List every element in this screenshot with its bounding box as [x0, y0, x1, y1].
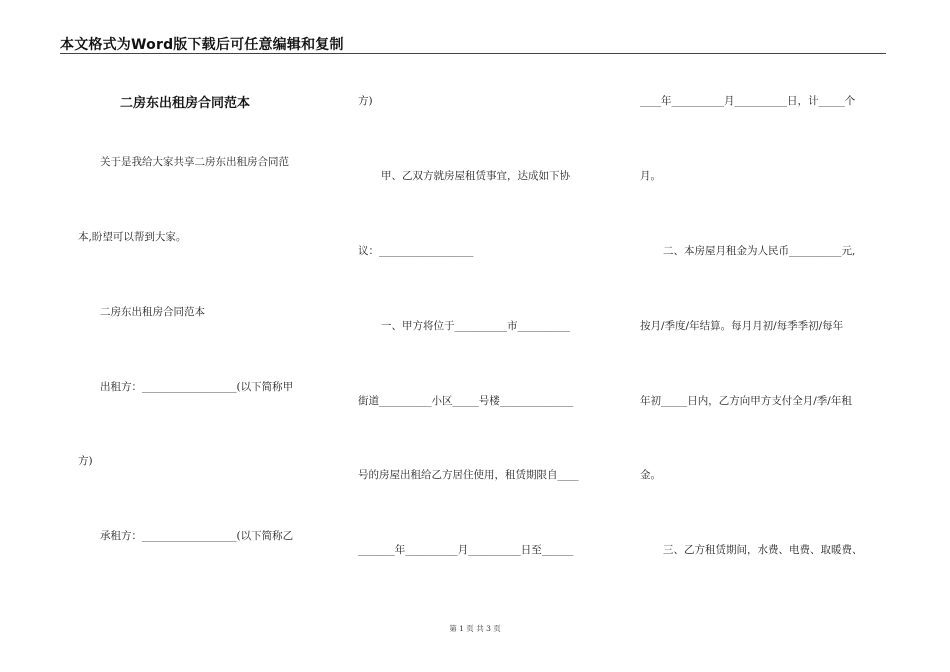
col3-line-1: ____年__________月__________日，计_____个: [640, 95, 856, 107]
col3-line-4: 按月/季度/年结算。每月月初/每季季初/每年: [640, 320, 844, 332]
col2-line-7: _______年__________月__________日至______: [358, 544, 574, 556]
col3-line-5: 年初_____日内，乙方向甲方支付全月/季/年租: [640, 395, 852, 407]
col1-line-3: 二房东出租房合同范本: [100, 306, 205, 318]
col2-line-6: 号的房屋出租给乙方居住使用，租赁期限自____: [358, 469, 579, 481]
col1-line-6: 承租方：__________________(以下简称乙: [100, 530, 294, 542]
col3-line-3: 二、本房屋月租金为人民币__________元,: [663, 245, 856, 257]
col2-line-1: 方): [358, 95, 373, 107]
col2-line-2: 甲、乙双方就房屋租赁事宜，达成如下协: [381, 170, 570, 182]
col1-line-1: 关于是我给大家共享二房东出租房合同范: [100, 156, 289, 168]
col1-line-4: 出租方：__________________(以下简称甲: [100, 381, 294, 393]
header-title: 本文格式为Word版下载后可任意编辑和复制: [60, 37, 344, 53]
page-footer: 第 1 页 共 3 页: [449, 624, 501, 633]
col2-line-4: 一、甲方将位于__________市__________: [381, 320, 570, 332]
col3-line-6: 金。: [640, 469, 661, 481]
header-divider: [60, 53, 886, 54]
col2-line-5: 街道__________小区_____号楼______________: [358, 395, 574, 407]
col3-line-7: 三、乙方租赁期间，水费、电费、取暖费、: [663, 544, 863, 556]
col1-line-5: 方): [78, 455, 93, 467]
col1-line-2: 本,盼望可以帮到大家。: [78, 231, 187, 243]
col2-line-3: 议：__________________: [358, 245, 474, 257]
col3-line-2: 月。: [640, 170, 661, 182]
document-title: 二房东出租房合同范本: [120, 96, 251, 111]
